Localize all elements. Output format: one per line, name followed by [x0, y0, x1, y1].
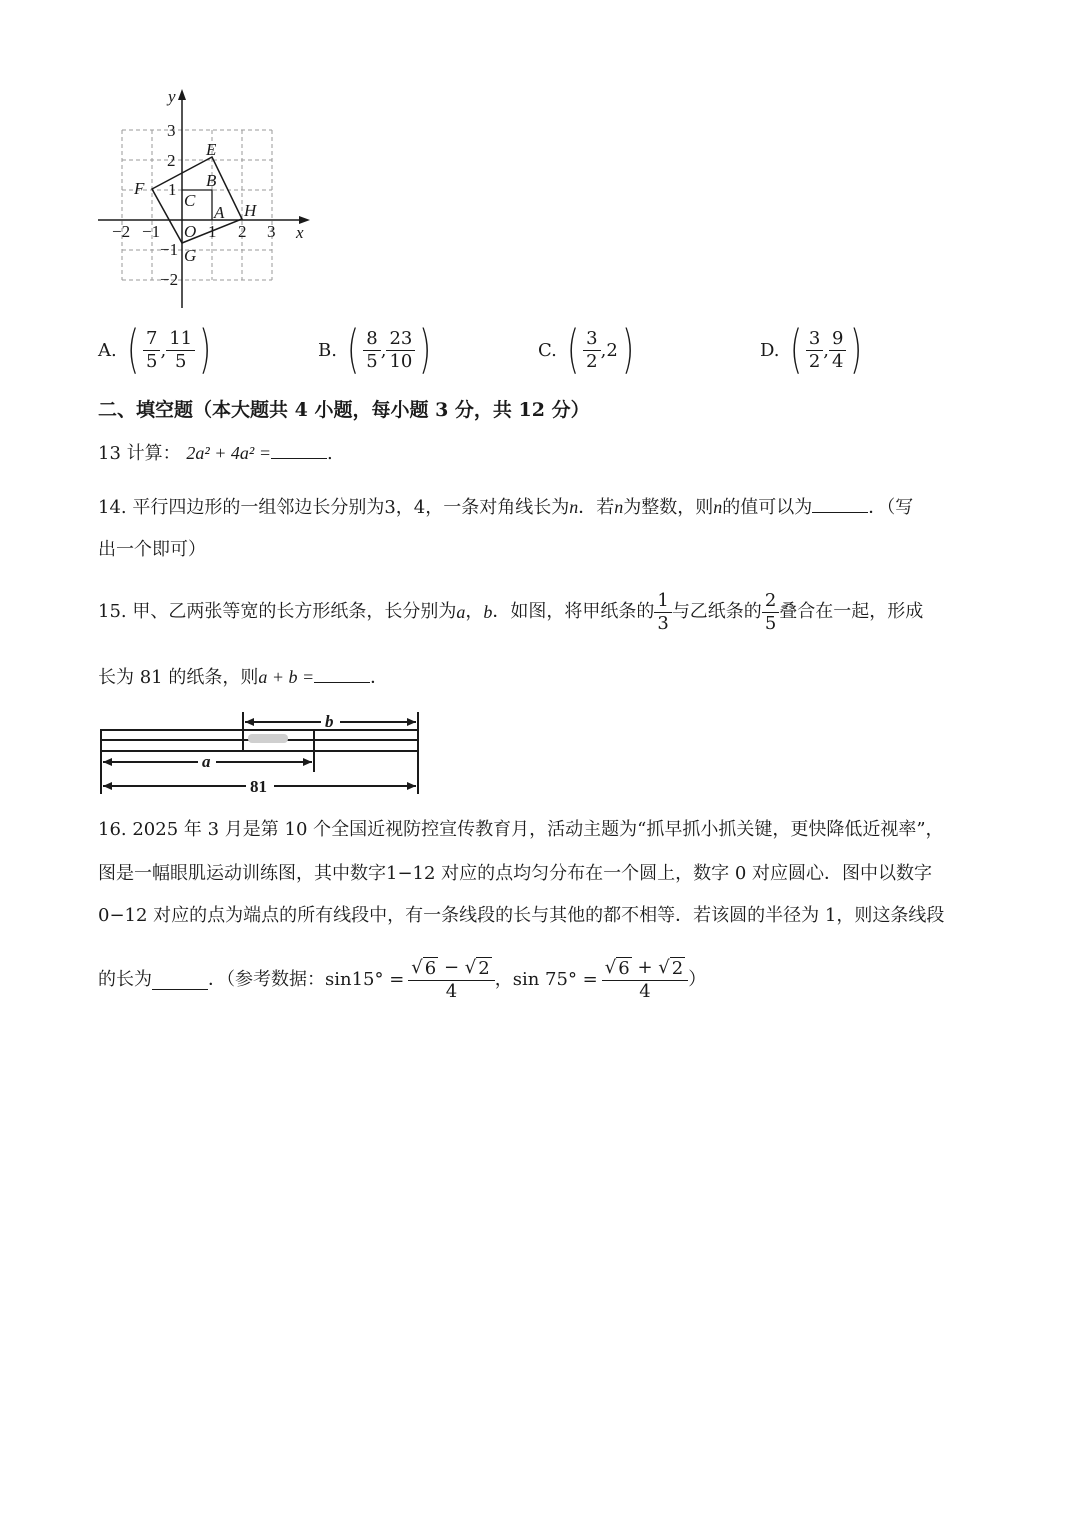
option-d-label: D.: [760, 339, 780, 361]
q15-frac-two-fifths: $\frac{2}{5}$: [762, 590, 779, 635]
overlap-smudge: [248, 734, 288, 743]
x-tick-neg2: −2: [112, 222, 131, 241]
q14-text-a: 14. 平行四边形的一组邻边长分别为3，4，一条对角线长为: [98, 497, 570, 518]
q14-text-c: 为整数，则: [623, 497, 714, 518]
q16-comma: ，: [494, 969, 513, 990]
right-paren: ): [199, 320, 212, 380]
q14-var-n2: n: [614, 497, 624, 517]
quadrilateral-efgh: [152, 157, 242, 243]
axis-label-x: x: [296, 223, 304, 242]
y-tick-1: 1: [168, 180, 177, 199]
arrow-81-right: [407, 782, 416, 790]
option-c[interactable]: C. ( $\frac{3}{2}$ , 2 ): [538, 320, 635, 380]
dim-label-b: b: [325, 712, 334, 731]
q15-text-c: 与乙纸条的: [671, 601, 762, 622]
question-16-line4: [98, 948, 706, 1012]
arrow-b-right: [407, 718, 416, 726]
coordinate-graph: [90, 80, 330, 315]
option-a-frac1: $\frac{7}{5}$: [143, 328, 160, 373]
point-label-e: E: [206, 140, 217, 159]
option-c-value2: 2: [606, 339, 618, 361]
right-paren: ): [850, 320, 863, 380]
q16-sin75-value: √ 6 + √ 2 4: [602, 957, 688, 1003]
left-paren: (: [789, 320, 802, 380]
x-tick-1: 1: [208, 222, 217, 241]
x-tick-neg1: −1: [142, 222, 161, 241]
q16-text-a: 的长为: [98, 969, 152, 990]
q13-expression: 2a² + 4a² =: [186, 443, 271, 463]
q14-text-d: 的值可以为: [722, 497, 813, 518]
q13-number: 13: [98, 443, 121, 464]
q13-end: .: [326, 443, 333, 464]
q15-sep: ，: [465, 601, 484, 622]
question-14-line2: 出一个即可）: [98, 539, 206, 560]
q14-var-n3: n: [713, 497, 723, 517]
q14-text-e: ．（写: [868, 497, 914, 518]
q16-close: ）: [688, 969, 707, 990]
q15-text-d: 叠合在一起，形成: [779, 601, 924, 622]
section-heading: 二、填空题（本大题共 4 小题，每小题 3 分，共 12 分）: [98, 399, 590, 421]
option-c-frac1: $\frac{3}{2}$: [583, 328, 600, 373]
q15-frac-one-third: $\frac{1}{3}$: [654, 590, 671, 635]
point-label-a: A: [214, 203, 225, 222]
q14-answer-blank[interactable]: [812, 494, 868, 513]
y-tick-3: 3: [167, 121, 176, 140]
point-label-h: H: [244, 201, 257, 220]
right-paren: ): [621, 320, 635, 380]
y-tick-neg2: −2: [160, 270, 179, 289]
q15-text-b: ．如图，将甲纸条的: [492, 601, 655, 622]
point-label-b: B: [206, 171, 217, 190]
question-14-line1: [98, 494, 913, 520]
question-15-line2: [98, 664, 388, 690]
option-d-frac1: $\frac{3}{2}$: [806, 328, 823, 373]
q15-answer-blank[interactable]: [314, 664, 370, 683]
question-16-line2: 图是一幅眼肌运动训练图，其中数字1−12 对应的点均匀分布在一个圆上，数字 0 对应圆心．图中以数字: [98, 863, 933, 884]
option-a[interactable]: A. ( $\frac{7}{5}$ , $\frac{11}{5}$ ): [98, 320, 212, 380]
left-paren: (: [126, 320, 139, 380]
arrow-b-left: [245, 718, 254, 726]
q16-sin15: sin15° =: [325, 969, 405, 990]
question-13: [98, 440, 333, 466]
point-label-f: F: [134, 179, 145, 198]
option-b-frac1: $\frac{8}{5}$: [363, 328, 380, 373]
point-label-c: C: [184, 191, 196, 210]
q13-answer-blank[interactable]: [271, 440, 327, 459]
option-b[interactable]: B. ( $\frac{8}{5}$ , $\frac{23}{10}$ ): [318, 320, 432, 380]
point-label-g: G: [184, 246, 197, 265]
q15-var-a: a: [456, 602, 466, 622]
question-16-line3: 0−12 对应的点为端点的所有线段中，有一条线段的长与其他的都不相等．若该圆的半径为 1，则这条线段: [98, 905, 945, 926]
option-a-frac2: $\frac{11}{5}$: [166, 328, 195, 373]
q15-expression: a + b =: [258, 667, 315, 687]
q16-sin75: sin 75° =: [512, 969, 598, 990]
right-paren: ): [419, 320, 432, 380]
option-c-label: C.: [538, 339, 557, 361]
q16-answer-blank[interactable]: [152, 971, 208, 990]
q14-var-n: n: [569, 497, 579, 517]
axis-label-y: y: [168, 87, 176, 106]
arrow-a-right: [303, 758, 312, 766]
x-tick-3: 3: [267, 222, 276, 241]
q16-sin15-value: √ 6 − √ 2 4: [408, 957, 494, 1003]
y-axis-arrow: [178, 89, 186, 100]
dim-label-a: a: [202, 752, 211, 771]
left-paren: (: [566, 320, 580, 380]
x-tick-2: 2: [238, 222, 247, 241]
y-tick-2: 2: [167, 151, 176, 170]
question-15-line1: [98, 586, 923, 638]
y-tick-neg1: −1: [160, 240, 179, 259]
question-16-line1: 16. 2025 年 3 月是第 10 个全国近视防控宣传教育月，活动主题为“抓早抓小抓关键，更快降低近视率”，: [98, 819, 944, 840]
q13-text: 计算：: [126, 443, 181, 464]
option-d[interactable]: D. ( $\frac{3}{2}$ , $\frac{9}{4}$ ): [760, 320, 863, 380]
q15-var-b: b: [483, 602, 493, 622]
q15-text-e: 长为 81 的纸条，则: [98, 667, 259, 688]
q15-text-a: 15. 甲、乙两张等宽的长方形纸条，长分别为: [98, 601, 457, 622]
arrow-81-left: [103, 782, 112, 790]
dim-label-81: 81: [250, 777, 267, 796]
q14-text-b: ．若: [578, 497, 615, 518]
q15-end: ．: [370, 667, 389, 688]
option-d-frac2: $\frac{9}{4}$: [829, 328, 846, 373]
option-b-frac2: $\frac{23}{10}$: [386, 328, 415, 373]
arrow-a-left: [103, 758, 112, 766]
option-a-label: A.: [98, 339, 117, 361]
q16-text-b: ．（参考数据：: [208, 969, 325, 990]
option-b-label: B.: [318, 339, 337, 361]
paper-strip-figure: [96, 708, 426, 800]
origin-label: O: [184, 222, 197, 241]
left-paren: (: [347, 320, 360, 380]
